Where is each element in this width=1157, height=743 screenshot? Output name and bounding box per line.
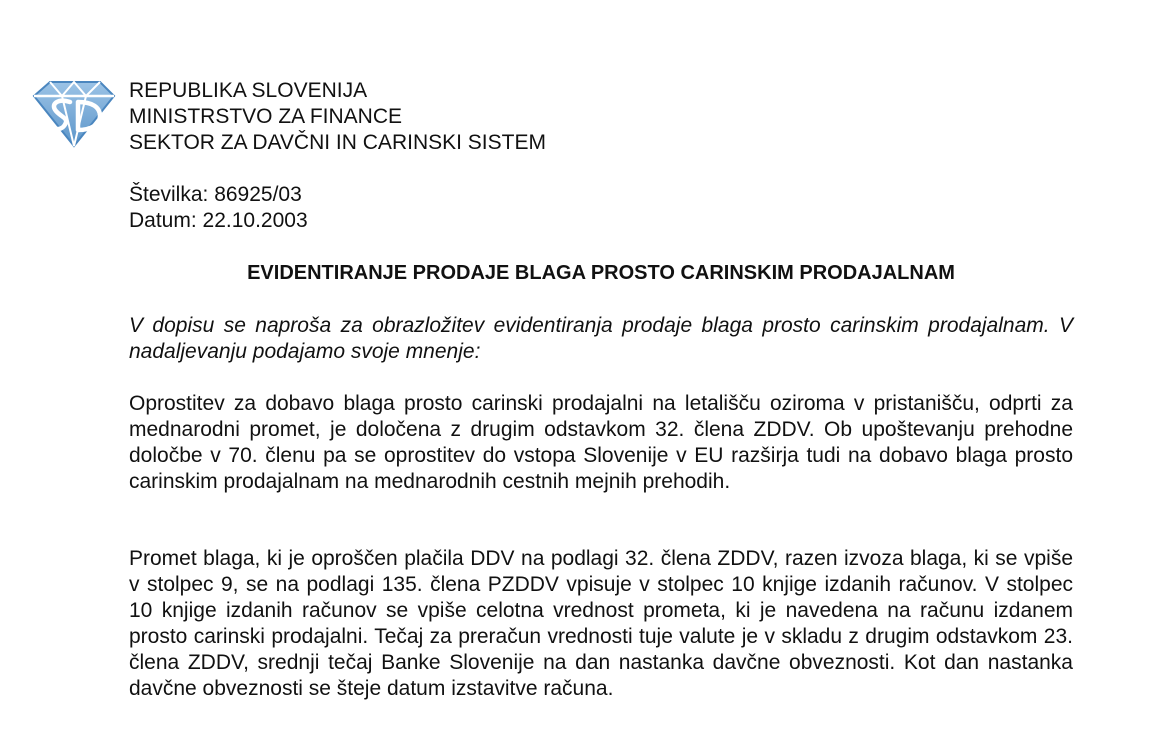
document-date: Datum: 22.10.2003	[129, 209, 308, 232]
letterhead-country: REPUBLIKA SLOVENIJA	[129, 79, 368, 102]
ministry-logo-icon	[28, 74, 120, 150]
document-meta	[129, 182, 308, 234]
body-paragraph-2: Promet blaga, ki je oproščen plačila DDV na podlagi 32. člena ZDDV, razen izvoza blaga, ki se vpiše v stolpec 9, se na podlagi 135. člena PZDDV vpisuje v stolpec 10 knjige izdanih računov. V stolpec 10 knjige izdanih računov se vpiše celotna vrednost prometa, ki je navedena na računu izdanem prosto carinski prodajalni. Tečaj za preračun vrednosti tuje valute je v skladu z drugim odstavkom 23. člena ZDDV, srednji tečaj Banke Slovenije na dan nastanka davčne obveznosti. Kot dan nastanka davčne obveznosti se šteje datum izstavitve računa.	[129, 547, 1073, 700]
letterhead	[129, 78, 546, 156]
body-paragraph-1: Oprostitev za dobavo blaga prosto carinski prodajalni na letališču oziroma v pristanišču, odprti za mednarodni promet, je določena z drugim odstavkom 32. člena ZDDV. Ob upoštevanju prehodne določbe v 70. členu pa se oprostitev do vstopa Slovenije v EU razširja tudi na dobavo blaga prosto carinskim prodajalnam na mednarodnih cestnih mejnih prehodih.	[129, 392, 1073, 493]
letterhead-sector: SEKTOR ZA DAVČNI IN CARINSKI SISTEM	[129, 131, 546, 154]
letterhead-ministry: MINISTRSTVO ZA FINANCE	[129, 105, 403, 128]
document-number: Številka: 86925/03	[129, 183, 302, 206]
document-title: EVIDENTIRANJE PRODAJE BLAGA PROSTO CARINSKIM PRODAJALNAM	[247, 262, 955, 284]
intro-paragraph: V dopisu se naproša za obrazložitev evidentiranja prodaje blaga prosto carinskim prodajalnam. V nadaljevanju podajamo svoje mnenje:	[129, 314, 1073, 363]
